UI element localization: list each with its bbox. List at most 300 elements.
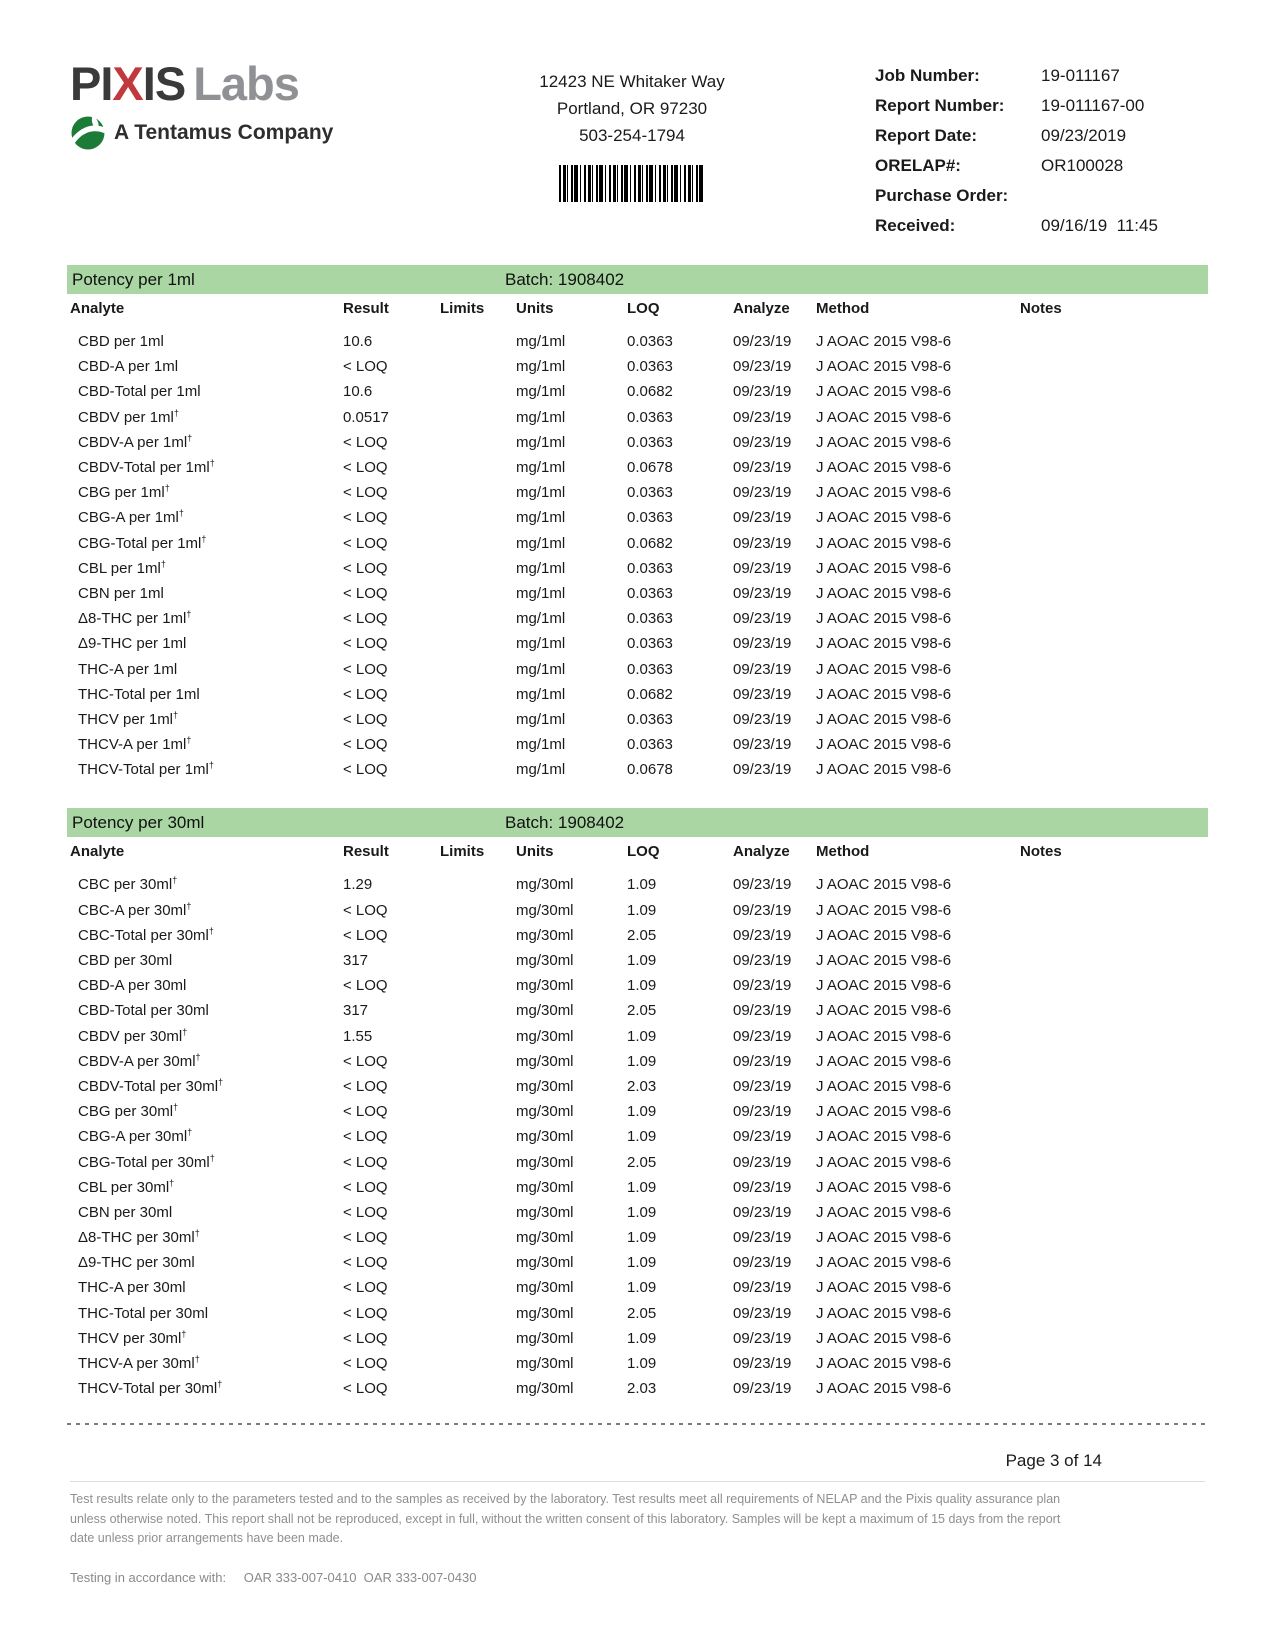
table-row bbox=[67, 656, 1208, 681]
cell-method: J AOAC 2015 V98-6 bbox=[816, 1355, 952, 1373]
table-header-row bbox=[67, 842, 1208, 860]
cell-units: mg/1ml bbox=[516, 710, 566, 728]
cell-analyte: THCV-Total per 30ml† bbox=[78, 1379, 223, 1398]
report-footer bbox=[70, 1481, 1205, 1585]
cell-method: J AOAC 2015 V98-6 bbox=[816, 977, 952, 995]
info-label: Report Date: bbox=[875, 126, 978, 145]
cell-analyte: THC-A per 30ml bbox=[78, 1279, 186, 1297]
cell-method: J AOAC 2015 V98-6 bbox=[816, 610, 952, 628]
report-header bbox=[0, 0, 1275, 246]
cell-method: J AOAC 2015 V98-6 bbox=[816, 1052, 952, 1070]
col-header-limits: Limits bbox=[440, 299, 485, 317]
cell-analyte: Δ9-THC per 1ml bbox=[78, 635, 187, 653]
table-row bbox=[67, 872, 1208, 897]
cell-analyze: 09/23/19 bbox=[733, 761, 792, 779]
cell-loq: 0.0363 bbox=[627, 484, 673, 502]
cell-analyze: 09/23/19 bbox=[733, 977, 792, 995]
cell-loq: 0.0678 bbox=[627, 761, 673, 779]
cell-result: < LOQ bbox=[343, 484, 388, 502]
cell-analyze: 09/23/19 bbox=[733, 901, 792, 919]
cell-analyte: THCV per 30ml† bbox=[78, 1328, 187, 1347]
table-row bbox=[67, 405, 1208, 430]
cell-loq: 1.09 bbox=[627, 952, 657, 970]
address-line: 503-254-1794 bbox=[579, 126, 685, 145]
cell-loq: 0.0363 bbox=[627, 333, 673, 351]
cell-units: mg/1ml bbox=[516, 484, 566, 502]
table-row bbox=[67, 329, 1208, 354]
cell-result: < LOQ bbox=[343, 1254, 388, 1272]
cell-units: mg/30ml bbox=[516, 1153, 574, 1171]
cell-loq: 1.09 bbox=[627, 1103, 657, 1121]
cell-method: J AOAC 2015 V98-6 bbox=[816, 876, 952, 894]
cell-method: J AOAC 2015 V98-6 bbox=[816, 534, 952, 552]
table-row bbox=[67, 606, 1208, 631]
cell-analyze: 09/23/19 bbox=[733, 926, 792, 944]
cell-analyte: Δ8-THC per 1ml† bbox=[78, 609, 192, 628]
cell-method: J AOAC 2015 V98-6 bbox=[816, 358, 952, 376]
cell-method: J AOAC 2015 V98-6 bbox=[816, 1077, 952, 1095]
table-row bbox=[67, 1149, 1208, 1174]
table-row bbox=[67, 556, 1208, 581]
cell-loq: 1.09 bbox=[627, 876, 657, 894]
cell-analyze: 09/23/19 bbox=[733, 408, 792, 426]
cell-method: J AOAC 2015 V98-6 bbox=[816, 433, 952, 451]
cell-analyte: CBL per 30ml† bbox=[78, 1177, 175, 1196]
cell-units: mg/1ml bbox=[516, 635, 566, 653]
table-row bbox=[67, 682, 1208, 707]
cell-result: 10.6 bbox=[343, 383, 373, 401]
cell-analyte: CBDV-A per 30ml† bbox=[78, 1051, 201, 1070]
cell-analyte: THC-Total per 1ml bbox=[78, 685, 200, 703]
cell-units: mg/1ml bbox=[516, 660, 566, 678]
barcode bbox=[559, 165, 705, 202]
cell-units: mg/30ml bbox=[516, 1103, 574, 1121]
cell-loq: 0.0363 bbox=[627, 710, 673, 728]
address-line: 12423 NE Whitaker Way bbox=[539, 72, 725, 91]
table-row bbox=[67, 455, 1208, 480]
cell-units: mg/30ml bbox=[516, 1052, 574, 1070]
table-row bbox=[67, 480, 1208, 505]
cell-loq: 1.09 bbox=[627, 1052, 657, 1070]
cell-analyze: 09/23/19 bbox=[733, 1077, 792, 1095]
cell-analyze: 09/23/19 bbox=[733, 459, 792, 477]
table-row bbox=[67, 1326, 1208, 1351]
cell-result: < LOQ bbox=[343, 1203, 388, 1221]
table-row bbox=[67, 1175, 1208, 1200]
cell-result: < LOQ bbox=[343, 901, 388, 919]
cell-result: < LOQ bbox=[343, 1178, 388, 1196]
cell-method: J AOAC 2015 V98-6 bbox=[816, 1103, 952, 1121]
cell-units: mg/1ml bbox=[516, 610, 566, 628]
info-row-received bbox=[875, 216, 1205, 246]
cell-analyze: 09/23/19 bbox=[733, 1380, 792, 1398]
cell-loq: 0.0363 bbox=[627, 610, 673, 628]
table-row bbox=[67, 505, 1208, 530]
cell-method: J AOAC 2015 V98-6 bbox=[816, 1153, 952, 1171]
cell-method: J AOAC 2015 V98-6 bbox=[816, 1380, 952, 1398]
cell-loq: 0.0363 bbox=[627, 660, 673, 678]
cell-analyze: 09/23/19 bbox=[733, 1178, 792, 1196]
info-value: 19-011167 bbox=[1041, 66, 1120, 85]
info-label: Received: bbox=[875, 216, 956, 235]
cell-analyze: 09/23/19 bbox=[733, 660, 792, 678]
cell-units: mg/1ml bbox=[516, 509, 566, 527]
potency-per-1ml-section bbox=[67, 265, 1208, 782]
info-value: 19-011167-00 bbox=[1041, 96, 1145, 115]
col-header-result: Result bbox=[343, 842, 389, 860]
table-row bbox=[67, 757, 1208, 782]
cell-analyze: 09/23/19 bbox=[733, 685, 792, 703]
cell-analyte: CBG-Total per 30ml† bbox=[78, 1152, 215, 1171]
cell-analyze: 09/23/19 bbox=[733, 1103, 792, 1121]
logo-tagline: A Tentamus Company bbox=[114, 121, 334, 144]
cell-analyze: 09/23/19 bbox=[733, 1304, 792, 1322]
col-header-loq: LOQ bbox=[627, 842, 660, 860]
cell-loq: 0.0363 bbox=[627, 433, 673, 451]
cell-loq: 1.09 bbox=[627, 1178, 657, 1196]
cell-loq: 1.09 bbox=[627, 1355, 657, 1373]
cell-analyte: Δ9-THC per 30ml bbox=[78, 1254, 195, 1272]
info-label: Report Number: bbox=[875, 96, 1005, 115]
info-label: Job Number: bbox=[875, 66, 980, 85]
cell-analyte: CBN per 1ml bbox=[78, 584, 164, 602]
cell-analyte: CBG-A per 30ml† bbox=[78, 1127, 193, 1146]
table-row bbox=[67, 631, 1208, 656]
cell-loq: 2.05 bbox=[627, 1153, 657, 1171]
cell-units: mg/30ml bbox=[516, 1254, 574, 1272]
cell-analyze: 09/23/19 bbox=[733, 1329, 792, 1347]
cell-method: J AOAC 2015 V98-6 bbox=[816, 509, 952, 527]
table-row bbox=[67, 581, 1208, 606]
cell-analyze: 09/23/19 bbox=[733, 1153, 792, 1171]
cell-analyte: Δ8-THC per 30ml† bbox=[78, 1228, 200, 1247]
cell-units: mg/30ml bbox=[516, 1229, 574, 1247]
info-row-purchase-order bbox=[875, 186, 1205, 216]
cell-analyze: 09/23/19 bbox=[733, 610, 792, 628]
cell-loq: 0.0363 bbox=[627, 509, 673, 527]
cell-method: J AOAC 2015 V98-6 bbox=[816, 559, 952, 577]
pixis-labs-logo bbox=[70, 57, 440, 151]
cell-analyze: 09/23/19 bbox=[733, 736, 792, 754]
table-row bbox=[67, 1225, 1208, 1250]
cell-units: mg/30ml bbox=[516, 926, 574, 944]
cell-units: mg/1ml bbox=[516, 333, 566, 351]
cell-analyze: 09/23/19 bbox=[733, 1279, 792, 1297]
cell-method: J AOAC 2015 V98-6 bbox=[816, 710, 952, 728]
cell-result: < LOQ bbox=[343, 1279, 388, 1297]
cell-analyze: 09/23/19 bbox=[733, 1355, 792, 1373]
cell-analyte: CBC-A per 30ml† bbox=[78, 900, 192, 919]
cell-analyze: 09/23/19 bbox=[733, 710, 792, 728]
cell-result: < LOQ bbox=[343, 635, 388, 653]
cell-analyze: 09/23/19 bbox=[733, 383, 792, 401]
logo-text-x: X bbox=[112, 57, 143, 110]
cell-analyte: THCV-A per 1ml† bbox=[78, 735, 192, 754]
logo-text-is: IS bbox=[142, 57, 186, 110]
cell-units: mg/30ml bbox=[516, 1279, 574, 1297]
cell-result: < LOQ bbox=[343, 1052, 388, 1070]
cell-loq: 1.09 bbox=[627, 901, 657, 919]
col-header-analyze: Analyze bbox=[733, 842, 790, 860]
cell-loq: 2.05 bbox=[627, 926, 657, 944]
cell-units: mg/30ml bbox=[516, 977, 574, 995]
cell-analyze: 09/23/19 bbox=[733, 952, 792, 970]
table-row bbox=[67, 923, 1208, 948]
table-row bbox=[67, 1376, 1208, 1401]
col-header-units: Units bbox=[516, 842, 554, 860]
col-header-analyze: Analyze bbox=[733, 299, 790, 317]
cell-method: J AOAC 2015 V98-6 bbox=[816, 1027, 952, 1045]
cell-analyte: CBDV-A per 1ml† bbox=[78, 432, 193, 451]
col-header-analyte: Analyte bbox=[70, 299, 125, 317]
cell-method: J AOAC 2015 V98-6 bbox=[816, 333, 952, 351]
col-header-notes: Notes bbox=[1020, 299, 1062, 317]
tentamus-leaf-icon bbox=[70, 115, 106, 151]
dashed-separator bbox=[67, 1423, 1208, 1425]
cell-units: mg/30ml bbox=[516, 1329, 574, 1347]
info-row-orelap bbox=[875, 156, 1205, 186]
info-value: 09/23/2019 bbox=[1041, 126, 1127, 145]
cell-loq: 1.09 bbox=[627, 1329, 657, 1347]
cell-result: < LOQ bbox=[343, 977, 388, 995]
address-line: Portland, OR 97230 bbox=[556, 99, 708, 118]
col-header-method: Method bbox=[816, 299, 870, 317]
cell-units: mg/30ml bbox=[516, 1077, 574, 1095]
cell-analyte: CBG-Total per 1ml† bbox=[78, 533, 207, 552]
cell-loq: 0.0363 bbox=[627, 736, 673, 754]
cell-analyze: 09/23/19 bbox=[733, 584, 792, 602]
table-row bbox=[67, 707, 1208, 732]
potency-per-30ml-section bbox=[67, 808, 1208, 1401]
cell-method: J AOAC 2015 V98-6 bbox=[816, 926, 952, 944]
cell-loq: 0.0363 bbox=[627, 408, 673, 426]
cell-units: mg/30ml bbox=[516, 952, 574, 970]
cell-loq: 1.09 bbox=[627, 977, 657, 995]
info-row-report-date bbox=[875, 126, 1205, 156]
cell-units: mg/1ml bbox=[516, 584, 566, 602]
table-row bbox=[67, 1049, 1208, 1074]
cell-result: < LOQ bbox=[343, 685, 388, 703]
cell-result: 10.6 bbox=[343, 333, 373, 351]
table-row bbox=[67, 1074, 1208, 1099]
table-row bbox=[67, 998, 1208, 1023]
testing-accordance-line bbox=[70, 1570, 1205, 1585]
cell-loq: 2.05 bbox=[627, 1304, 657, 1322]
cell-method: J AOAC 2015 V98-6 bbox=[816, 1279, 952, 1297]
col-header-loq: LOQ bbox=[627, 299, 660, 317]
cell-result: < LOQ bbox=[343, 1329, 388, 1347]
cell-units: mg/1ml bbox=[516, 736, 566, 754]
table-row bbox=[67, 1124, 1208, 1149]
cell-units: mg/1ml bbox=[516, 408, 566, 426]
logo-text-labs: Labs bbox=[193, 57, 299, 110]
col-header-limits: Limits bbox=[440, 842, 485, 860]
table-row bbox=[67, 1024, 1208, 1049]
cell-result: < LOQ bbox=[343, 1380, 388, 1398]
table-row bbox=[67, 379, 1208, 404]
cell-result: < LOQ bbox=[343, 1077, 388, 1095]
cell-method: J AOAC 2015 V98-6 bbox=[816, 1002, 952, 1020]
cell-analyte: CBD-A per 30ml bbox=[78, 977, 187, 995]
cell-loq: 0.0363 bbox=[627, 559, 673, 577]
cell-method: J AOAC 2015 V98-6 bbox=[816, 685, 952, 703]
cell-analyze: 09/23/19 bbox=[733, 333, 792, 351]
table-row bbox=[67, 973, 1208, 998]
cell-units: mg/1ml bbox=[516, 383, 566, 401]
cell-loq: 0.0363 bbox=[627, 358, 673, 376]
cell-result: < LOQ bbox=[343, 433, 388, 451]
info-value: 09/16/19 11:45 bbox=[1041, 216, 1158, 235]
cell-analyze: 09/23/19 bbox=[733, 1254, 792, 1272]
cell-result: 317 bbox=[343, 952, 369, 970]
cell-method: J AOAC 2015 V98-6 bbox=[816, 1304, 952, 1322]
page-number: Page 3 of 14 bbox=[1005, 1451, 1102, 1471]
cell-method: J AOAC 2015 V98-6 bbox=[816, 761, 952, 779]
cell-result: < LOQ bbox=[343, 459, 388, 477]
cell-analyze: 09/23/19 bbox=[733, 1203, 792, 1221]
cell-loq: 0.0678 bbox=[627, 459, 673, 477]
cell-result: < LOQ bbox=[343, 926, 388, 944]
cell-result: < LOQ bbox=[343, 1153, 388, 1171]
cell-analyte: CBG per 1ml† bbox=[78, 483, 170, 502]
cell-result: < LOQ bbox=[343, 358, 388, 376]
cell-result: 1.29 bbox=[343, 876, 373, 894]
cell-method: J AOAC 2015 V98-6 bbox=[816, 383, 952, 401]
cell-result: 0.0517 bbox=[343, 408, 389, 426]
table-row bbox=[67, 1200, 1208, 1225]
table-row bbox=[67, 531, 1208, 556]
col-header-units: Units bbox=[516, 299, 554, 317]
cell-analyte: CBDV-Total per 30ml† bbox=[78, 1076, 224, 1095]
col-header-notes: Notes bbox=[1020, 842, 1062, 860]
cell-units: mg/30ml bbox=[516, 1178, 574, 1196]
cell-units: mg/1ml bbox=[516, 559, 566, 577]
cell-loq: 1.09 bbox=[627, 1128, 657, 1146]
info-row-report-number bbox=[875, 96, 1205, 126]
cell-result: < LOQ bbox=[343, 710, 388, 728]
table-row bbox=[67, 1351, 1208, 1376]
cell-analyte: CBG per 30ml† bbox=[78, 1102, 179, 1121]
cell-analyze: 09/23/19 bbox=[733, 1128, 792, 1146]
table-body bbox=[67, 329, 1208, 782]
report-info-block bbox=[875, 60, 1205, 246]
section-title: Potency per 30ml bbox=[72, 813, 205, 833]
table-row bbox=[67, 1250, 1208, 1275]
cell-result: < LOQ bbox=[343, 761, 388, 779]
table-row bbox=[67, 948, 1208, 973]
cell-method: J AOAC 2015 V98-6 bbox=[816, 952, 952, 970]
cell-analyte: CBD-Total per 30ml bbox=[78, 1002, 209, 1020]
cell-result: < LOQ bbox=[343, 660, 388, 678]
cell-units: mg/30ml bbox=[516, 1355, 574, 1373]
cell-units: mg/1ml bbox=[516, 358, 566, 376]
cell-method: J AOAC 2015 V98-6 bbox=[816, 1254, 952, 1272]
cell-analyze: 09/23/19 bbox=[733, 1229, 792, 1247]
cell-method: J AOAC 2015 V98-6 bbox=[816, 1229, 952, 1247]
table-row bbox=[67, 732, 1208, 757]
col-header-result: Result bbox=[343, 299, 389, 317]
cell-loq: 1.09 bbox=[627, 1279, 657, 1297]
cell-result: 317 bbox=[343, 1002, 369, 1020]
logo-text-pi: PI bbox=[70, 57, 113, 110]
cell-method: J AOAC 2015 V98-6 bbox=[816, 484, 952, 502]
cell-method: J AOAC 2015 V98-6 bbox=[816, 459, 952, 477]
cell-units: mg/30ml bbox=[516, 876, 574, 894]
cell-units: mg/1ml bbox=[516, 534, 566, 552]
info-value: OR100028 bbox=[1041, 156, 1124, 175]
cell-units: mg/30ml bbox=[516, 1002, 574, 1020]
table-row bbox=[67, 898, 1208, 923]
table-row bbox=[67, 430, 1208, 455]
cell-loq: 2.05 bbox=[627, 1002, 657, 1020]
cell-method: J AOAC 2015 V98-6 bbox=[816, 408, 952, 426]
cell-analyze: 09/23/19 bbox=[733, 509, 792, 527]
cell-analyze: 09/23/19 bbox=[733, 433, 792, 451]
cell-analyte: CBN per 30ml bbox=[78, 1203, 173, 1221]
cell-result: < LOQ bbox=[343, 584, 388, 602]
table-row bbox=[67, 1301, 1208, 1326]
col-header-analyte: Analyte bbox=[70, 842, 125, 860]
table-row bbox=[67, 1275, 1208, 1300]
col-header-method: Method bbox=[816, 842, 870, 860]
cell-analyze: 09/23/19 bbox=[733, 1052, 792, 1070]
cell-method: J AOAC 2015 V98-6 bbox=[816, 660, 952, 678]
cell-method: J AOAC 2015 V98-6 bbox=[816, 1329, 952, 1347]
cell-loq: 0.0682 bbox=[627, 534, 673, 552]
cell-analyte: CBDV per 30ml† bbox=[78, 1026, 188, 1045]
cell-analyte: THCV-A per 30ml† bbox=[78, 1354, 200, 1373]
section-title: Potency per 1ml bbox=[72, 270, 195, 289]
cell-analyte: CBDV-Total per 1ml† bbox=[78, 458, 215, 477]
cell-result: < LOQ bbox=[343, 1304, 388, 1322]
cell-units: mg/30ml bbox=[516, 1128, 574, 1146]
table-row bbox=[67, 1099, 1208, 1124]
cell-loq: 1.09 bbox=[627, 1027, 657, 1045]
cell-analyte: CBD-A per 1ml bbox=[78, 358, 179, 376]
cell-method: J AOAC 2015 V98-6 bbox=[816, 736, 952, 754]
testing-label: Testing in accordance with: bbox=[70, 1570, 227, 1586]
cell-result: < LOQ bbox=[343, 736, 388, 754]
info-row-job-number bbox=[875, 66, 1205, 96]
cell-result: 1.55 bbox=[343, 1027, 373, 1045]
cell-result: < LOQ bbox=[343, 1229, 388, 1247]
cell-analyte: CBD per 30ml bbox=[78, 952, 173, 970]
cell-analyte: CBD per 1ml bbox=[78, 333, 164, 351]
cell-analyte: CBD-Total per 1ml bbox=[78, 383, 201, 401]
cell-analyte: THCV-Total per 1ml† bbox=[78, 760, 214, 779]
section-title-bar bbox=[67, 265, 1208, 294]
cell-analyze: 09/23/19 bbox=[733, 358, 792, 376]
cell-analyze: 09/23/19 bbox=[733, 1027, 792, 1045]
info-label: Purchase Order: bbox=[875, 186, 1009, 205]
cell-method: J AOAC 2015 V98-6 bbox=[816, 584, 952, 602]
cell-analyte: THC-A per 1ml bbox=[78, 660, 178, 678]
cell-loq: 1.09 bbox=[627, 1254, 657, 1272]
batch-label: Batch: 1908402 bbox=[505, 813, 625, 833]
cell-loq: 0.0682 bbox=[627, 383, 673, 401]
cell-analyte: THCV per 1ml† bbox=[78, 709, 179, 728]
cell-result: < LOQ bbox=[343, 559, 388, 577]
cell-loq: 1.09 bbox=[627, 1203, 657, 1221]
cell-units: mg/1ml bbox=[516, 761, 566, 779]
cell-analyze: 09/23/19 bbox=[733, 1002, 792, 1020]
cell-units: mg/30ml bbox=[516, 1380, 574, 1398]
cell-units: mg/1ml bbox=[516, 685, 566, 703]
cell-result: < LOQ bbox=[343, 610, 388, 628]
cell-method: J AOAC 2015 V98-6 bbox=[816, 635, 952, 653]
cell-loq: 2.03 bbox=[627, 1077, 657, 1095]
cell-units: mg/1ml bbox=[516, 459, 566, 477]
